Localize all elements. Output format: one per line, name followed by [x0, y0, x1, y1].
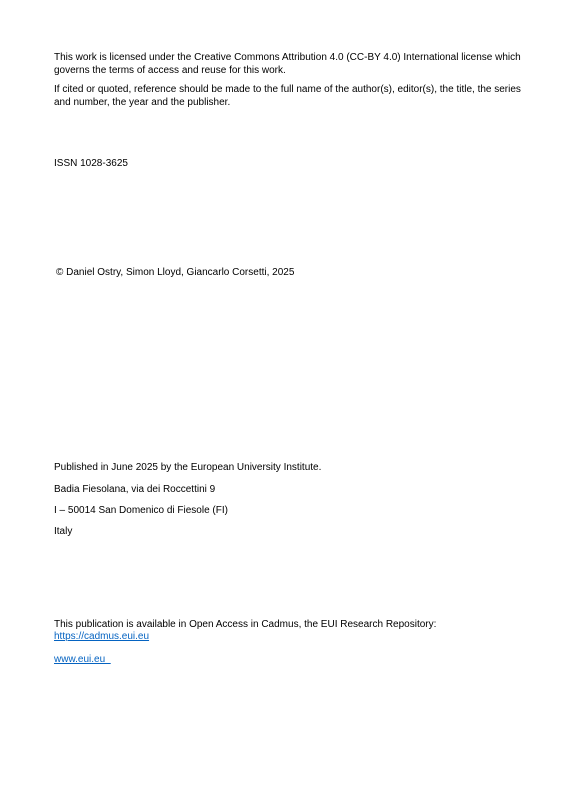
- eui-website-link[interactable]: www.eui.eu: [54, 654, 111, 665]
- publisher-address-city: I – 50014 San Domenico di Fiesole (FI): [54, 505, 228, 516]
- publisher-address-country: Italy: [54, 526, 73, 537]
- citation-instructions: If cited or quoted, reference should be made to the full name of the author(s), editor(s), the title, the series and number, the year and the publisher.: [54, 84, 521, 108]
- copyright-notice: © Daniel Ostry, Simon Lloyd, Giancarlo Corsetti, 2025: [56, 267, 295, 278]
- publisher-address-street: Badia Fiesolana, via dei Roccettini 9: [54, 484, 216, 495]
- publisher-statement: Published in June 2025 by the European University Institute.: [54, 462, 322, 473]
- open-access-line: [54, 631, 524, 644]
- issn-number: ISSN 1028-3625: [54, 158, 128, 169]
- license-statement: This work is licensed under the Creative Commons Attribution 4.0 (CC-BY 4.0) International license which governs the terms of access and reuse for this work.: [54, 52, 521, 76]
- website-line: [54, 654, 524, 667]
- cadmus-repository-link[interactable]: https://cadmus.eui.eu: [54, 631, 150, 642]
- open-access-statement: This publication is available in Open Access in Cadmus, the EUI Research Repository:: [54, 619, 437, 630]
